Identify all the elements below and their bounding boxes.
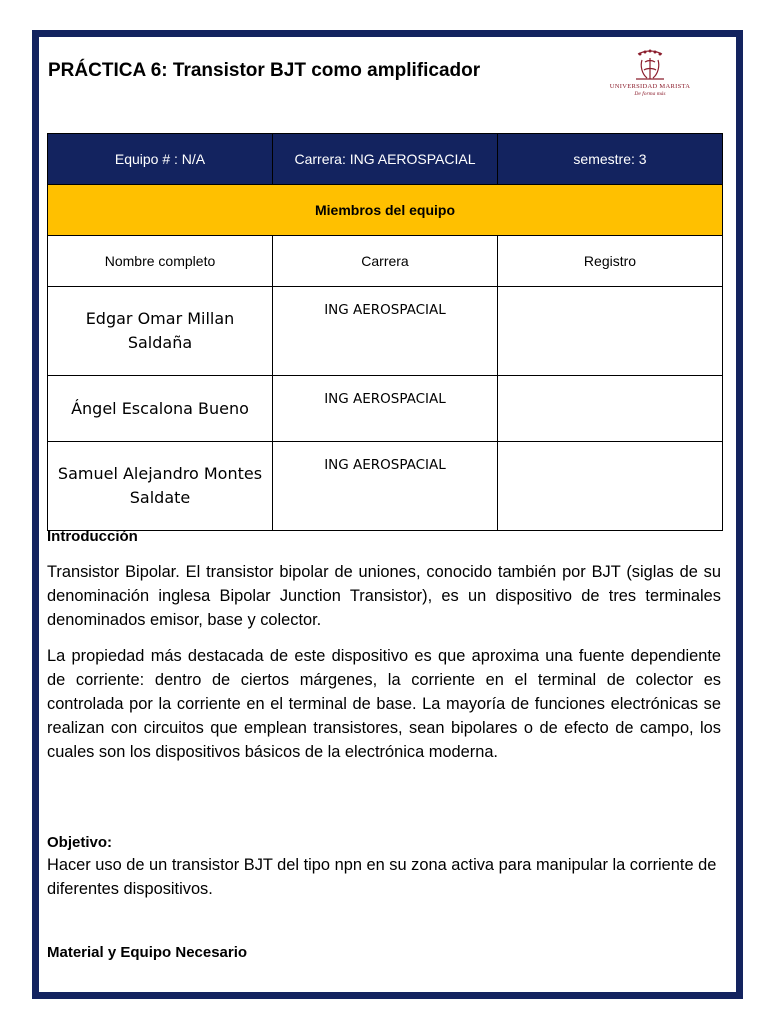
member-name: Ángel Escalona Bueno <box>48 376 273 442</box>
intro-heading: Introducción <box>47 528 138 545</box>
team-number: Equipo # : N/A <box>48 134 273 185</box>
member-registro <box>498 442 723 531</box>
col-name: Nombre completo <box>48 236 273 287</box>
logo-name: UNIVERSIDAD MARISTA <box>609 83 691 90</box>
materials-heading: Material y Equipo Necesario <box>47 944 248 961</box>
member-career: ING AEROSPACIAL <box>273 376 498 442</box>
member-name: Samuel Alejandro Montes Saldate <box>48 442 273 531</box>
team-table <box>47 133 723 531</box>
team-header-row <box>48 134 723 185</box>
member-registro <box>498 376 723 442</box>
member-career: ING AEROSPACIAL <box>273 442 498 531</box>
member-registro <box>498 287 723 376</box>
crest-icon <box>630 48 670 82</box>
intro-paragraph-1: Transistor Bipolar. El transistor bipolar de uniones, conocido también por BJT (siglas de su denominación inglesa Bipolar Junction Transistor), es un dispositivo de tres terminales denominados emisor, base y colector. <box>47 563 721 629</box>
col-career: Carrera <box>273 236 498 287</box>
objective-text: Hacer uso de un transistor BJT del tipo npn en su zona activa para manipular la corriente de diferentes dispositivos. <box>47 856 717 898</box>
objective-heading: Objetivo: <box>47 834 113 851</box>
logo-motto: De forma más <box>634 91 666 97</box>
table-row <box>48 376 723 442</box>
col-registro: Registro <box>498 236 723 287</box>
team-semester: semestre: 3 <box>498 134 723 185</box>
member-name: Edgar Omar Millan Saldaña <box>48 287 273 376</box>
members-title: Miembros del equipo <box>48 185 723 236</box>
column-header-row <box>48 236 723 287</box>
university-logo <box>602 48 698 108</box>
team-career: Carrera: ING AEROSPACIAL <box>273 134 498 185</box>
table-row <box>48 442 723 531</box>
intro-paragraph-2: La propiedad más destacada de este dispositivo es que aproxima una fuente dependiente de corriente: dentro de ciertos márgenes, la corriente en el terminal de colector es controlada por la corriente en el terminal de base. La mayoría de funciones electrónicas se realizan con circuitos que emplean transistores, sean bipolares o de efecto de campo, los cuales son los dispositivos básicos de la electrónica moderna. <box>47 647 721 761</box>
page-title: PRÁCTICA 6: Transistor BJT como amplificador <box>48 60 481 81</box>
member-career: ING AEROSPACIAL <box>273 287 498 376</box>
members-band <box>48 185 723 236</box>
table-row <box>48 287 723 376</box>
